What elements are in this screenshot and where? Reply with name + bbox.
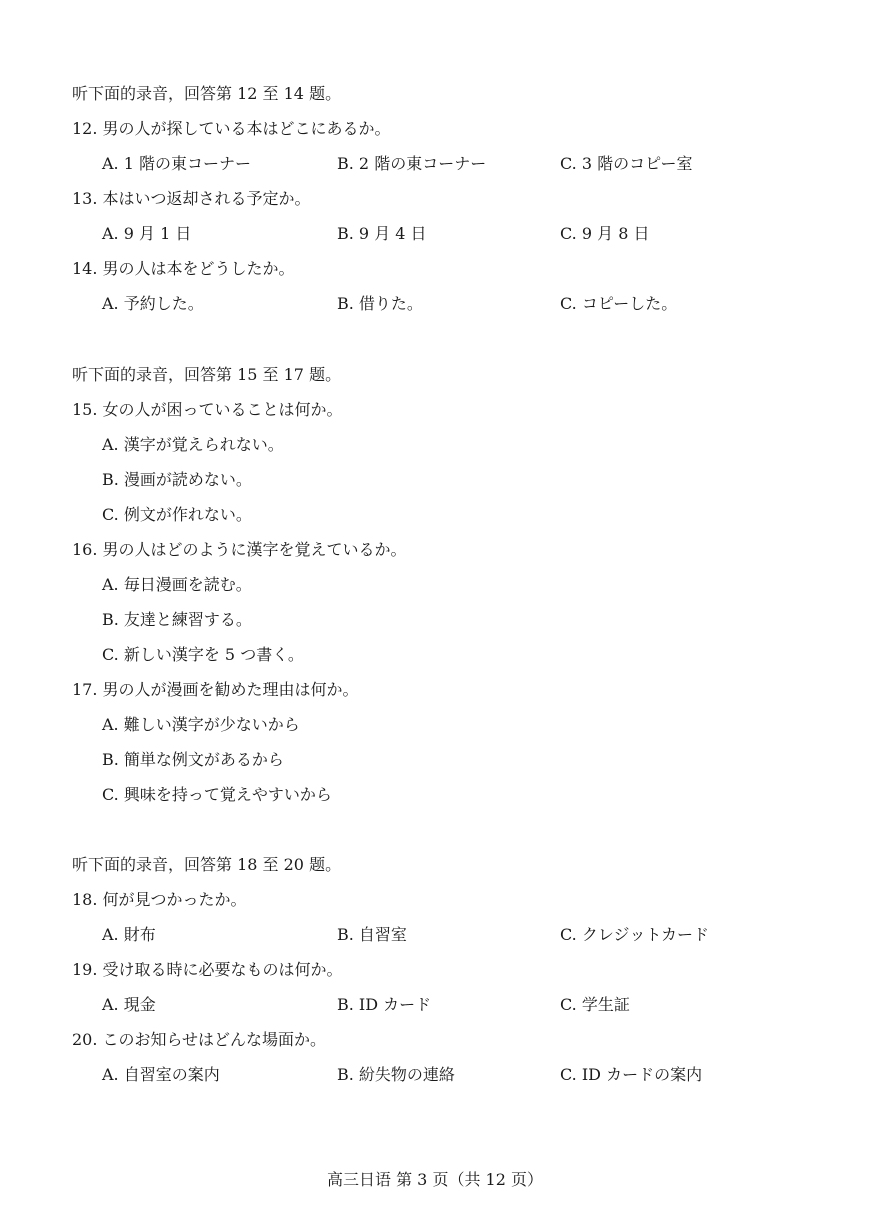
section-intro: 听下面的录音，回答第 12 至 14 题。: [72, 84, 342, 103]
option-b: B. 借りた。: [337, 294, 423, 313]
question-stem: 18. 何が見つかったか。: [72, 890, 247, 909]
option-a: A. 財布: [102, 925, 156, 944]
option-c: C. ID カードの案内: [560, 1065, 703, 1084]
option-b: B. 簡単な例文があるから: [102, 750, 284, 769]
page-footer: 高三日语 第 3 页（共 12 页）: [327, 1170, 543, 1189]
option-a: A. 漢字が覚えられない。: [102, 435, 284, 454]
option-a: A. 毎日漫画を読む。: [102, 575, 252, 594]
question-stem: 14. 男の人は本をどうしたか。: [72, 259, 295, 278]
option-c: C. 興味を持って覚えやすいから: [102, 785, 332, 804]
question-stem: 15. 女の人が困っていることは何か。: [72, 400, 343, 419]
option-c: C. 新しい漢字を 5 つ書く。: [102, 645, 304, 664]
question-stem: 16. 男の人はどのように漢字を覚えているか。: [72, 540, 407, 559]
question-stem: 13. 本はいつ返却される予定か。: [72, 189, 311, 208]
option-c: C. 3 階のコピー室: [560, 154, 693, 173]
option-a: A. 1 階の東コーナー: [102, 154, 251, 173]
option-a: A. 予約した。: [102, 294, 204, 313]
option-c: C. コピーした。: [560, 294, 678, 313]
option-a: A. 難しい漢字が少ないから: [102, 715, 300, 734]
option-c: C. 学生証: [560, 995, 630, 1014]
option-b: B. ID カード: [337, 995, 432, 1014]
question-stem: 12. 男の人が探している本はどこにあるか。: [72, 119, 391, 138]
section-intro: 听下面的录音，回答第 18 至 20 题。: [72, 855, 342, 874]
option-b: B. 自習室: [337, 925, 407, 944]
question-stem: 20. このお知らせはどんな場面か。: [72, 1030, 327, 1049]
section-intro: 听下面的录音，回答第 15 至 17 题。: [72, 365, 342, 384]
option-c: C. クレジットカード: [560, 925, 709, 944]
option-b: B. 漫画が読めない。: [102, 470, 252, 489]
option-b: B. 友達と練習する。: [102, 610, 252, 629]
option-b: B. 9 月 4 日: [337, 224, 427, 243]
option-a: A. 現金: [102, 995, 156, 1014]
question-stem: 19. 受け取る時に必要なものは何か。: [72, 960, 343, 979]
option-c: C. 例文が作れない。: [102, 505, 252, 524]
option-b: B. 2 階の東コーナー: [337, 154, 487, 173]
option-a: A. 9 月 1 日: [102, 224, 192, 243]
question-stem: 17. 男の人が漫画を勧めた理由は何か。: [72, 680, 359, 699]
option-c: C. 9 月 8 日: [560, 224, 650, 243]
option-b: B. 紛失物の連絡: [337, 1065, 455, 1084]
option-a: A. 自習室の案内: [102, 1065, 220, 1084]
